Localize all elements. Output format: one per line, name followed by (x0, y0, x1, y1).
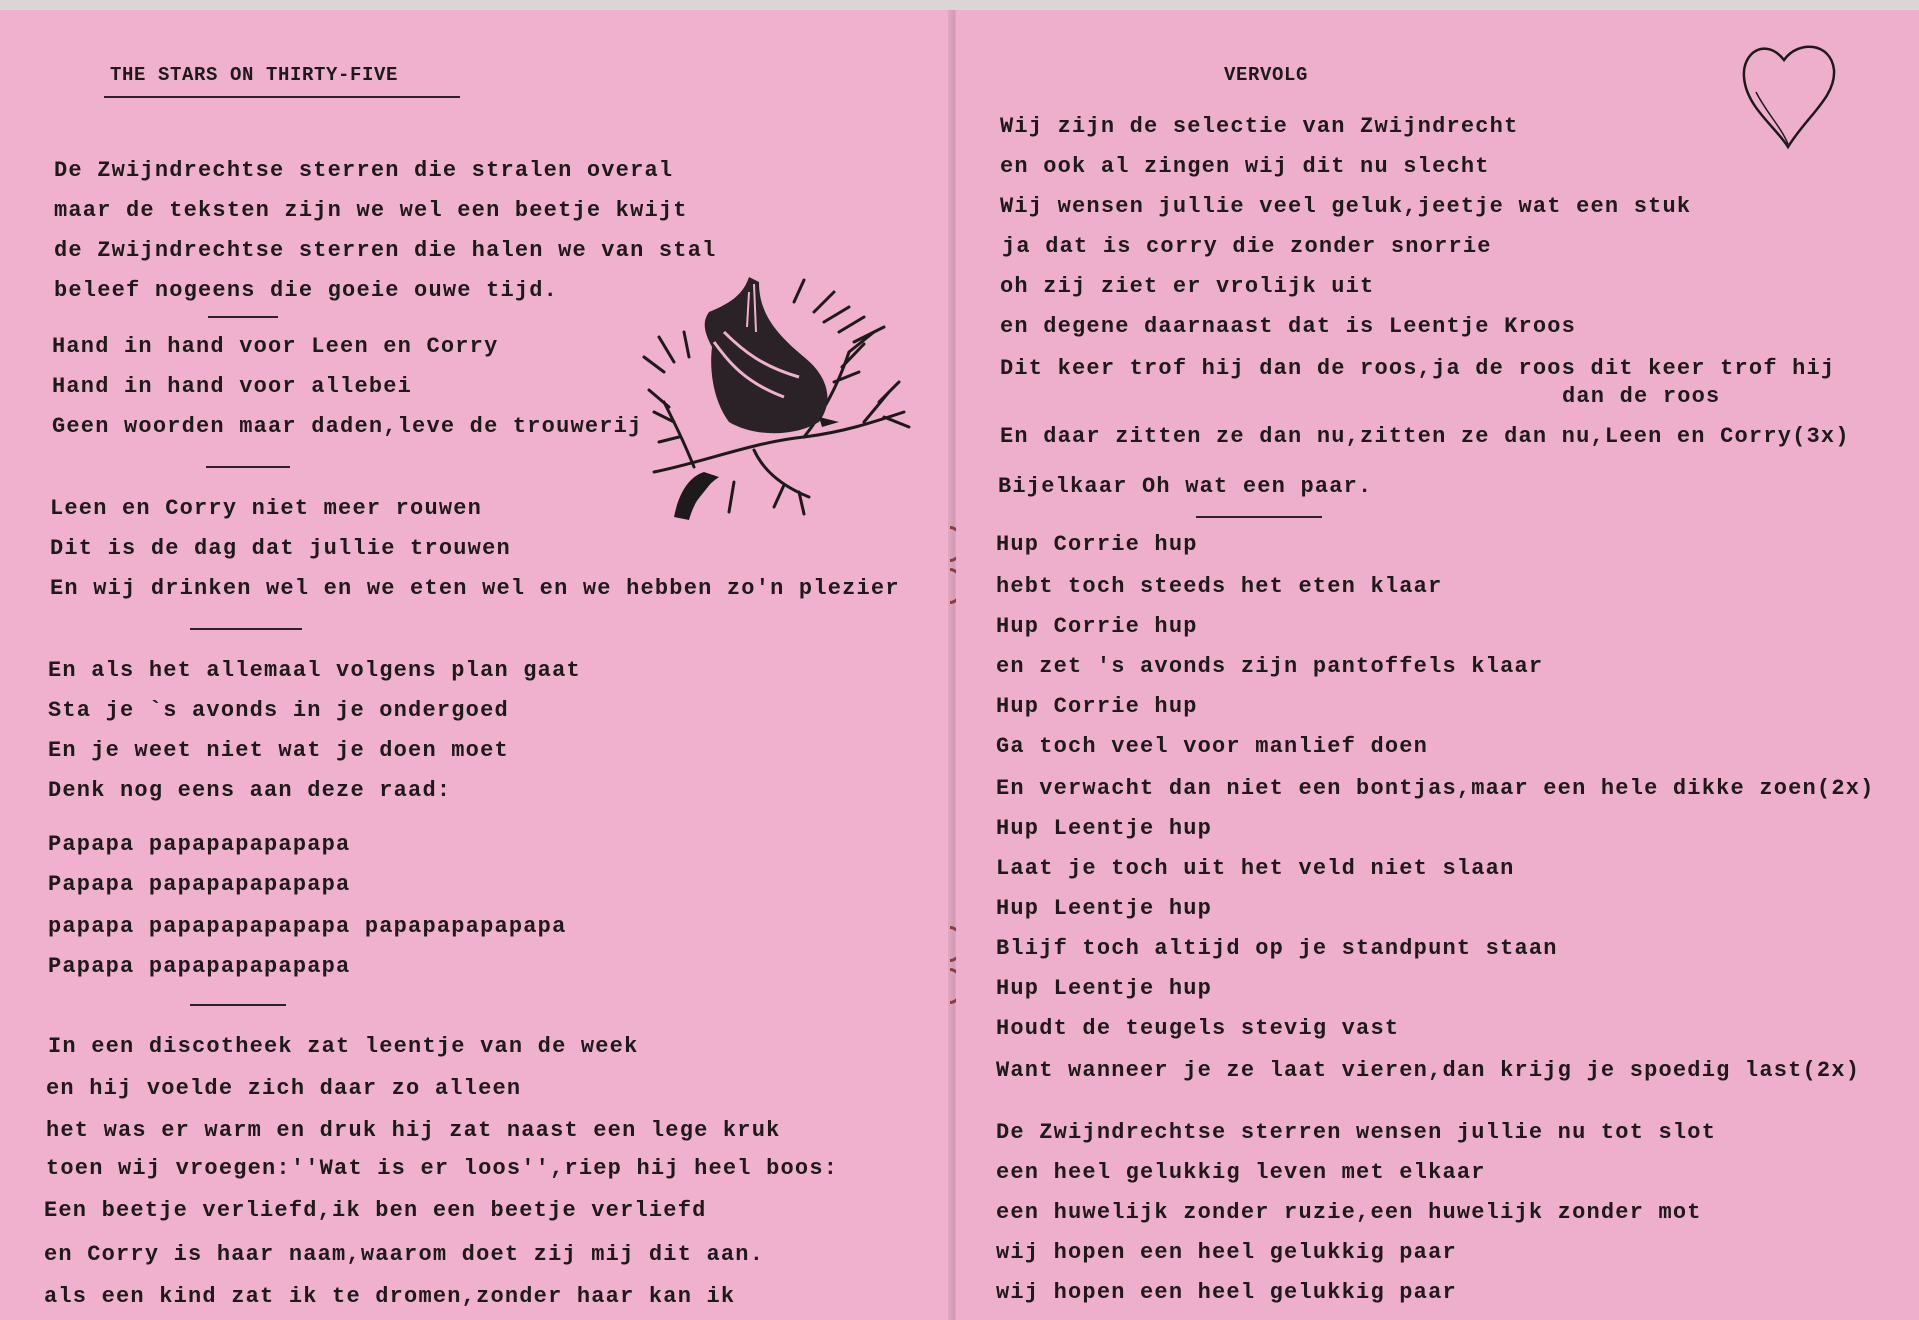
lyric-line: Dit is de dag dat jullie trouwen (50, 536, 511, 561)
lyric-line: maar de teksten zijn we wel een beetje kwijt (54, 198, 688, 223)
bird-on-branch-illustration (634, 272, 914, 522)
lyric-line: Wij wensen jullie veel geluk,jeetje wat een stuk (1000, 194, 1692, 219)
lyric-line: En daar zitten ze dan nu,zitten ze dan nu,Leen en Corry(3x) (1000, 424, 1850, 449)
verse-divider (1196, 516, 1322, 518)
lyric-line: Hup Leentje hup (996, 816, 1213, 841)
lyric-line: En als het allemaal volgens plan gaat (48, 658, 581, 683)
left-page (0, 10, 955, 1320)
lyric-line: Hup Leentje hup (996, 896, 1213, 921)
lyric-line: Denk nog eens aan deze raad: (48, 778, 452, 803)
lyric-line: en zet 's avonds zijn pantoffels klaar (996, 654, 1544, 679)
lyric-line: En verwacht dan niet een bontjas,maar een hele dikke zoen(2x) (996, 776, 1875, 801)
left-page-title: THE STARS ON THIRTY-FIVE (110, 64, 399, 86)
lyric-line: Hup Corrie hup (996, 694, 1198, 719)
lyric-line: wij hopen een heel gelukkig paar (996, 1240, 1457, 1265)
lyric-line: Blijf toch altijd op je standpunt staan (996, 936, 1558, 961)
lyric-line: en Corry is haar naam,waarom doet zij mij dit aan. (44, 1242, 765, 1267)
right-page-title: VERVOLG (1224, 64, 1309, 86)
lyric-line: Hup Corrie hup (996, 614, 1198, 639)
lyric-line: Hand in hand voor Leen en Corry (52, 334, 499, 359)
lyric-line: de Zwijndrechtse sterren die halen we van stal (54, 238, 717, 263)
lyric-line: een heel gelukkig leven met elkaar (996, 1160, 1486, 1185)
lyric-line: Een beetje verliefd,ik ben een beetje verliefd (44, 1198, 707, 1223)
lyric-line: In een discotheek zat leentje van de week (48, 1034, 639, 1059)
lyric-line: als een kind zat ik te dromen,zonder haar kan ik (44, 1284, 736, 1309)
lyric-line: Hup Corrie hup (996, 532, 1198, 557)
lyric-line: Wij zijn de selectie van Zwijndrecht (1000, 114, 1519, 139)
lyric-line: Dit keer trof hij dan de roos,ja de roos dit keer trof hij (1000, 356, 1836, 381)
lyric-line: en degene daarnaast dat is Leentje Kroos (1000, 314, 1577, 339)
verse-divider (190, 1004, 286, 1006)
lyric-line: oh zij ziet er vrolijk uit (1000, 274, 1375, 299)
lyric-line: wij hopen een heel gelukkig paar (996, 1280, 1457, 1305)
heart-drawing-icon (1736, 32, 1846, 152)
lyric-line: dan de roos (1562, 384, 1721, 409)
lyric-line: Ga toch veel voor manlief doen (996, 734, 1429, 759)
lyric-line: Hand in hand voor allebei (52, 374, 413, 399)
lyric-line: toen wij vroegen:''Wat is er loos'',riep hij heel boos: (46, 1156, 839, 1181)
right-page (956, 10, 1919, 1320)
verse-divider (190, 628, 302, 630)
lyric-line: Laat je toch uit het veld niet slaan (996, 856, 1515, 881)
lyric-line: Sta je `s avonds in je ondergoed (48, 698, 509, 723)
lyric-line: De Zwijndrechtse sterren wensen jullie nu tot slot (996, 1120, 1717, 1145)
verse-divider (208, 316, 278, 318)
lyric-line: Leen en Corry niet meer rouwen (50, 496, 483, 521)
lyric-line: en hij voelde zich daar zo alleen (46, 1076, 522, 1101)
lyric-line: Houdt de teugels stevig vast (996, 1016, 1400, 1041)
lyric-line: een huwelijk zonder ruzie,een huwelijk zonder mot (996, 1200, 1702, 1225)
lyric-line: papapa papapapapapapa papapapapapapa (48, 914, 567, 939)
title-underline (104, 96, 460, 98)
lyric-line: beleef nogeens die goeie ouwe tijd. (54, 278, 559, 303)
lyric-line: Papapa papapapapapapa (48, 872, 351, 897)
lyric-line: En wij drinken wel en we eten wel en we hebben zo'n plezier (50, 576, 900, 601)
lyric-line: De Zwijndrechtse sterren die stralen overal (54, 158, 674, 183)
lyric-line: ja dat is corry die zonder snorrie (1002, 234, 1492, 259)
lyric-line: Geen woorden maar daden,leve de trouwerij (52, 414, 643, 439)
lyric-line: het was er warm en druk hij zat naast een lege kruk (46, 1118, 781, 1143)
lyric-line: Want wanneer je ze laat vieren,dan krijg je spoedig last(2x) (996, 1058, 1861, 1083)
lyric-line: Papapa papapapapapapa (48, 954, 351, 979)
lyric-line: hebt toch steeds het eten klaar (996, 574, 1443, 599)
lyric-line: Bijelkaar Oh wat een paar. (998, 474, 1373, 499)
lyric-line: Hup Leentje hup (996, 976, 1213, 1001)
lyric-line: Papapa papapapapapapa (48, 832, 351, 857)
lyric-line: En je weet niet wat je doen moet (48, 738, 509, 763)
verse-divider (206, 466, 290, 468)
lyric-line: en ook al zingen wij dit nu slecht (1000, 154, 1490, 179)
